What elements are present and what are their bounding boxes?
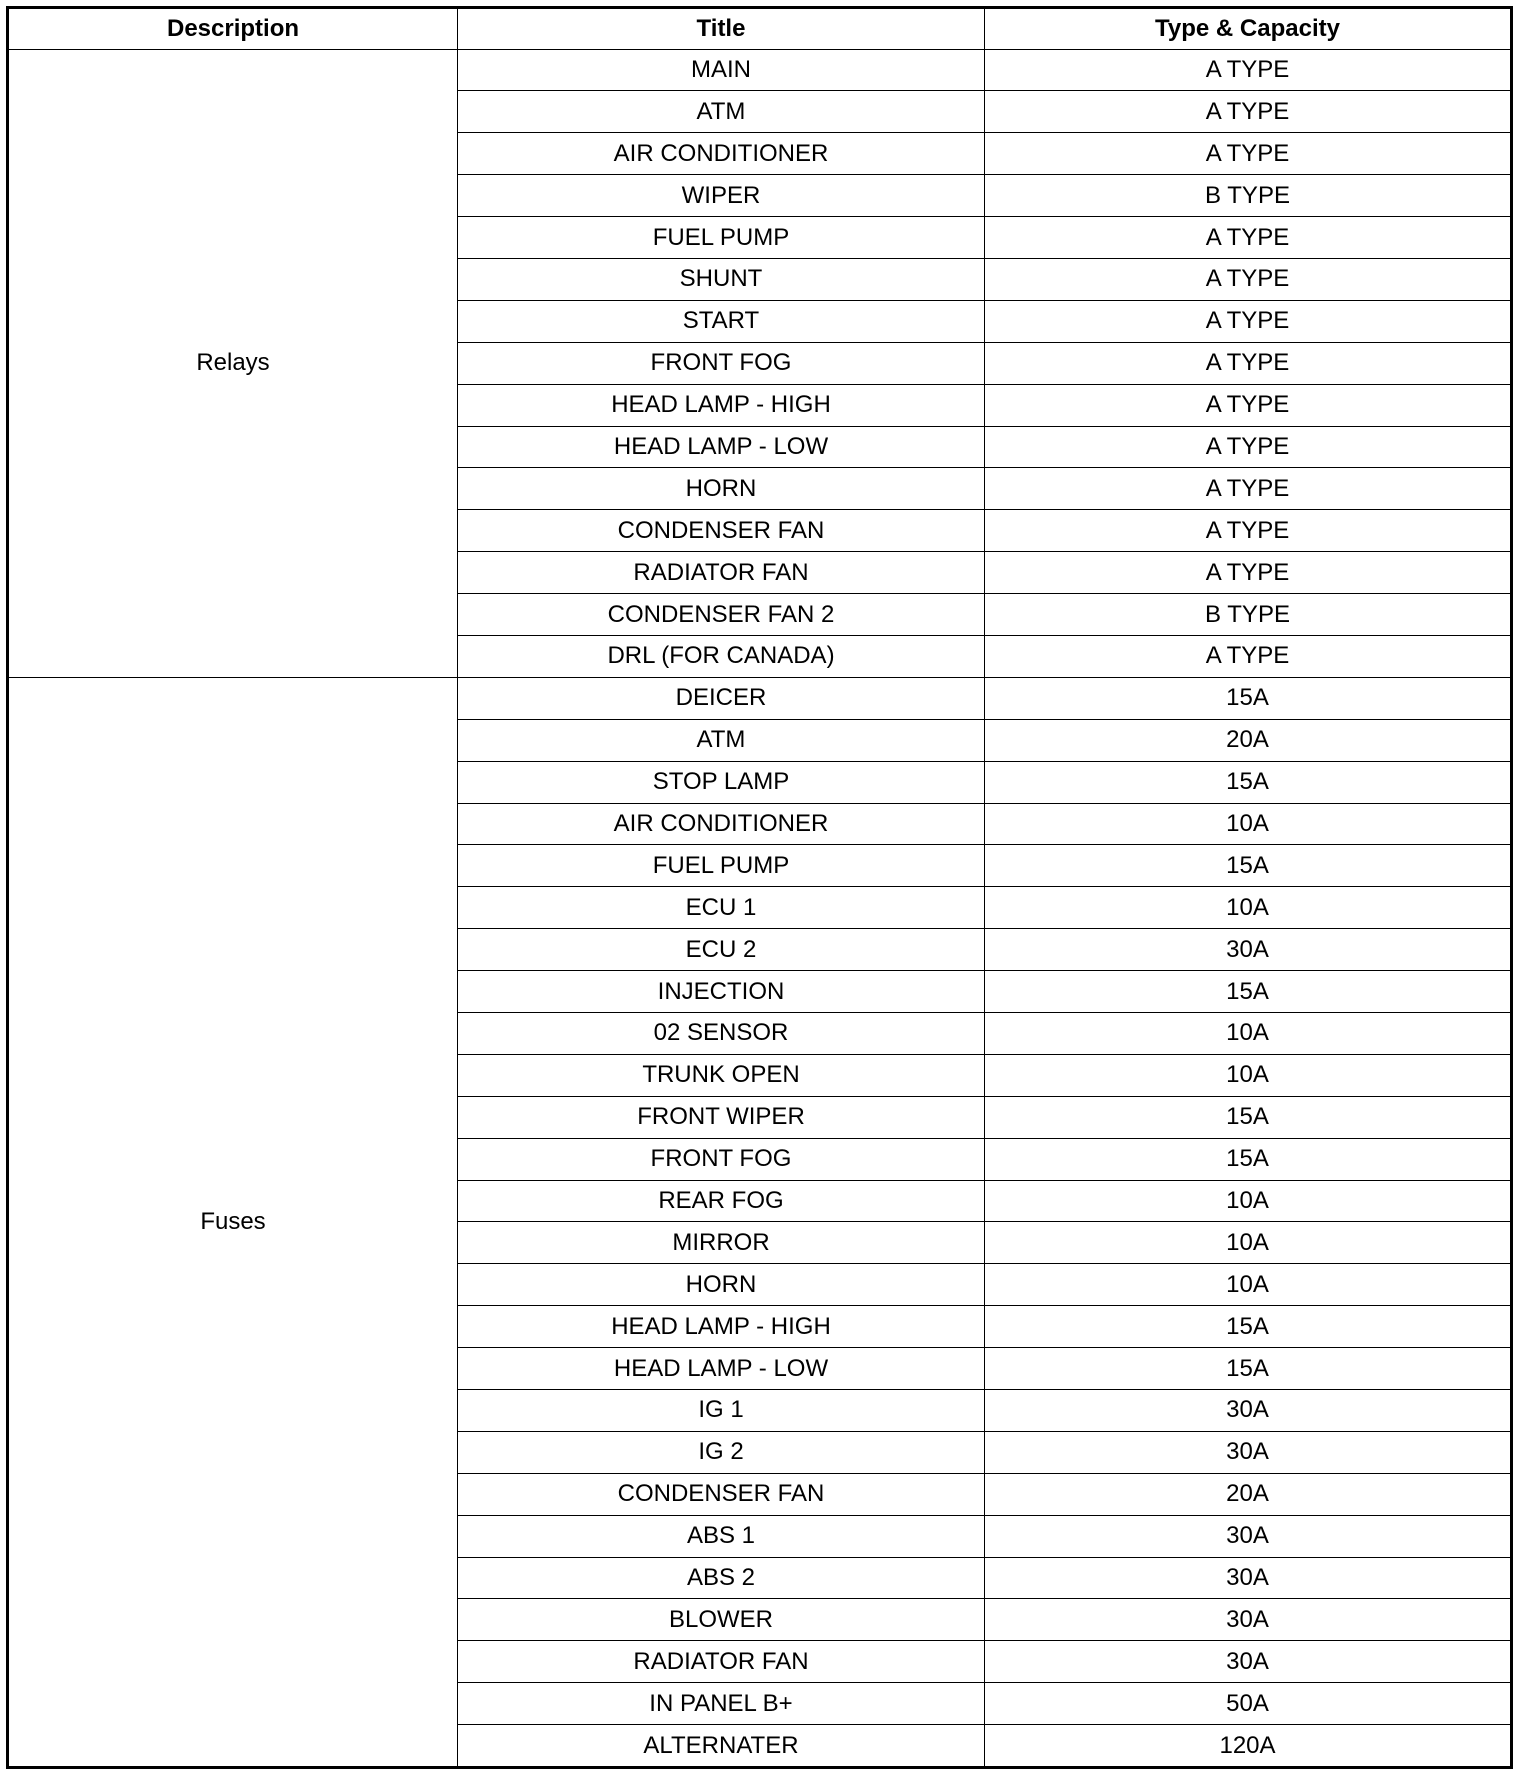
title-cell: REAR FOG — [458, 1180, 985, 1222]
title-cell: CONDENSER FAN — [458, 1473, 985, 1515]
title-cell: ABS 2 — [458, 1557, 985, 1599]
table-body — [8, 49, 1512, 1768]
title-cell: IG 1 — [458, 1390, 985, 1432]
type-capacity-cell: 10A — [985, 887, 1512, 929]
title-cell: SHUNT — [458, 258, 985, 300]
type-capacity-cell: 15A — [985, 1096, 1512, 1138]
title-cell: FRONT FOG — [458, 1138, 985, 1180]
title-cell: TRUNK OPEN — [458, 1054, 985, 1096]
type-capacity-cell: 15A — [985, 1306, 1512, 1348]
type-capacity-cell: A TYPE — [985, 91, 1512, 133]
type-capacity-cell: A TYPE — [985, 342, 1512, 384]
title-cell: FUEL PUMP — [458, 217, 985, 259]
type-capacity-cell: A TYPE — [985, 258, 1512, 300]
title-cell: ECU 1 — [458, 887, 985, 929]
type-capacity-cell: 10A — [985, 803, 1512, 845]
title-cell: ECU 2 — [458, 929, 985, 971]
title-cell: HORN — [458, 1264, 985, 1306]
type-capacity-cell: A TYPE — [985, 49, 1512, 91]
type-capacity-cell: 50A — [985, 1683, 1512, 1725]
group-description-cell: Relays — [8, 49, 458, 677]
header-description: Description — [8, 8, 458, 50]
title-cell: ATM — [458, 91, 985, 133]
header-title: Title — [458, 8, 985, 50]
title-cell: ABS 1 — [458, 1515, 985, 1557]
title-cell: IN PANEL B+ — [458, 1683, 985, 1725]
title-cell: HEAD LAMP - HIGH — [458, 384, 985, 426]
type-capacity-cell: 30A — [985, 929, 1512, 971]
title-cell: DEICER — [458, 677, 985, 719]
title-cell: RADIATOR FAN — [458, 552, 985, 594]
type-capacity-cell: 20A — [985, 1473, 1512, 1515]
fuse-relay-table — [6, 6, 1513, 1769]
type-capacity-cell: 15A — [985, 677, 1512, 719]
title-cell: STOP LAMP — [458, 761, 985, 803]
type-capacity-cell: A TYPE — [985, 133, 1512, 175]
title-cell: MAIN — [458, 49, 985, 91]
title-cell: HEAD LAMP - LOW — [458, 1348, 985, 1390]
type-capacity-cell: 15A — [985, 761, 1512, 803]
title-cell: HEAD LAMP - HIGH — [458, 1306, 985, 1348]
title-cell: CONDENSER FAN — [458, 510, 985, 552]
type-capacity-cell: 10A — [985, 1264, 1512, 1306]
table-row — [8, 49, 1512, 91]
title-cell: MIRROR — [458, 1222, 985, 1264]
header-row — [8, 8, 1512, 50]
type-capacity-cell: 10A — [985, 1180, 1512, 1222]
title-cell: CONDENSER FAN 2 — [458, 594, 985, 636]
type-capacity-cell: 30A — [985, 1599, 1512, 1641]
type-capacity-cell: 30A — [985, 1641, 1512, 1683]
table-row — [8, 677, 1512, 719]
type-capacity-cell: A TYPE — [985, 384, 1512, 426]
type-capacity-cell: 15A — [985, 971, 1512, 1013]
type-capacity-cell: 10A — [985, 1222, 1512, 1264]
type-capacity-cell: B TYPE — [985, 594, 1512, 636]
type-capacity-cell: A TYPE — [985, 426, 1512, 468]
type-capacity-cell: 30A — [985, 1515, 1512, 1557]
title-cell: ALTERNATER — [458, 1725, 985, 1768]
type-capacity-cell: A TYPE — [985, 300, 1512, 342]
type-capacity-cell: A TYPE — [985, 552, 1512, 594]
type-capacity-cell: A TYPE — [985, 510, 1512, 552]
type-capacity-cell: 10A — [985, 1012, 1512, 1054]
header-type-capacity: Type & Capacity — [985, 8, 1512, 50]
title-cell: AIR CONDITIONER — [458, 803, 985, 845]
title-cell: FRONT FOG — [458, 342, 985, 384]
type-capacity-cell: B TYPE — [985, 175, 1512, 217]
type-capacity-cell: 20A — [985, 719, 1512, 761]
title-cell: HORN — [458, 468, 985, 510]
title-cell: AIR CONDITIONER — [458, 133, 985, 175]
title-cell: RADIATOR FAN — [458, 1641, 985, 1683]
title-cell: IG 2 — [458, 1431, 985, 1473]
type-capacity-cell: 10A — [985, 1054, 1512, 1096]
type-capacity-cell: 15A — [985, 1138, 1512, 1180]
type-capacity-cell: A TYPE — [985, 217, 1512, 259]
type-capacity-cell: 30A — [985, 1557, 1512, 1599]
title-cell: INJECTION — [458, 971, 985, 1013]
title-cell: BLOWER — [458, 1599, 985, 1641]
type-capacity-cell: A TYPE — [985, 635, 1512, 677]
title-cell: HEAD LAMP - LOW — [458, 426, 985, 468]
type-capacity-cell: 30A — [985, 1431, 1512, 1473]
type-capacity-cell: 15A — [985, 845, 1512, 887]
type-capacity-cell: 15A — [985, 1348, 1512, 1390]
type-capacity-cell: 30A — [985, 1390, 1512, 1432]
group-description-cell: Fuses — [8, 677, 458, 1767]
type-capacity-cell: A TYPE — [985, 468, 1512, 510]
title-cell: DRL (FOR CANADA) — [458, 635, 985, 677]
title-cell: START — [458, 300, 985, 342]
title-cell: FUEL PUMP — [458, 845, 985, 887]
title-cell: WIPER — [458, 175, 985, 217]
title-cell: FRONT WIPER — [458, 1096, 985, 1138]
type-capacity-cell: 120A — [985, 1725, 1512, 1768]
title-cell: 02 SENSOR — [458, 1012, 985, 1054]
title-cell: ATM — [458, 719, 985, 761]
